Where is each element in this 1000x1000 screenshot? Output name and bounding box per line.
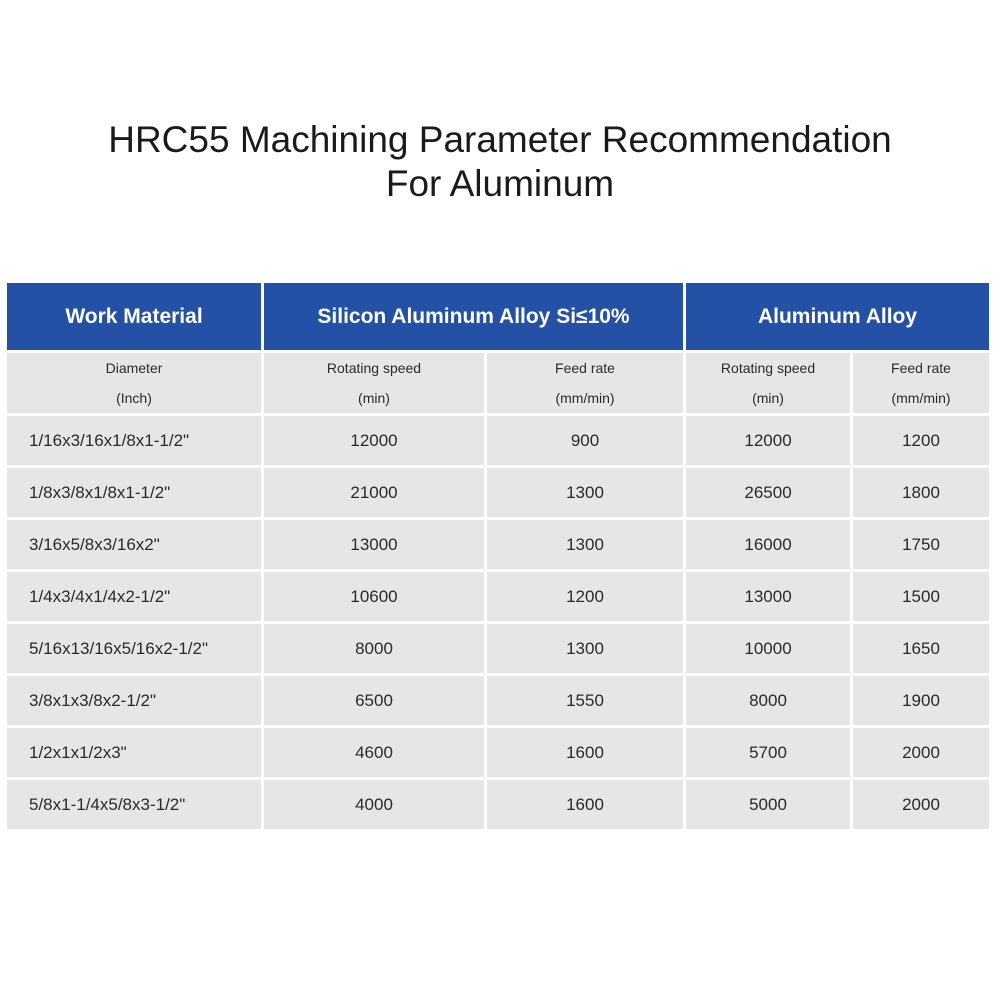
cell-diameter: 3/16x5/8x3/16x2": [7, 520, 261, 569]
cell-si-rotating-speed: 10600: [264, 572, 484, 621]
cell-al-rotating-speed: 8000: [686, 676, 850, 725]
cell-al-feed-rate: 1650: [853, 624, 989, 673]
sub-header-row: [7, 353, 989, 413]
cell-si-feed-rate: 900: [487, 416, 683, 465]
cell-diameter: 1/2x1x1/2x3": [7, 728, 261, 777]
cell-diameter: 1/16x3/16x1/8x1-1/2": [7, 416, 261, 465]
cell-al-rotating-speed: 26500: [686, 468, 850, 517]
cell-diameter: 5/16x13/16x5/16x2-1/2": [7, 624, 261, 673]
header-silicon-aluminum-alloy: Silicon Aluminum Alloy Si≤10%: [264, 283, 683, 350]
header-aluminum-alloy: Aluminum Alloy: [686, 283, 989, 350]
cell-al-rotating-speed: 13000: [686, 572, 850, 621]
cell-diameter: 1/4x3/4x1/4x2-1/2": [7, 572, 261, 621]
title-line-2: For Aluminum: [385, 163, 615, 204]
cell-si-rotating-speed: 21000: [264, 468, 484, 517]
cell-si-rotating-speed: 4600: [264, 728, 484, 777]
group-header-row: [7, 283, 989, 350]
cell-al-feed-rate: 1800: [853, 468, 989, 517]
table-row: [7, 676, 989, 725]
cell-si-feed-rate: 1300: [487, 624, 683, 673]
cell-si-feed-rate: 1600: [487, 780, 683, 829]
cell-si-rotating-speed: 4000: [264, 780, 484, 829]
cell-al-feed-rate: 2000: [853, 780, 989, 829]
cell-si-feed-rate: 1200: [487, 572, 683, 621]
cell-si-rotating-speed: 12000: [264, 416, 484, 465]
cell-si-rotating-speed: 13000: [264, 520, 484, 569]
cell-al-feed-rate: 1500: [853, 572, 989, 621]
parameter-table: [4, 280, 992, 832]
cell-si-feed-rate: 1300: [487, 520, 683, 569]
cell-al-feed-rate: 1200: [853, 416, 989, 465]
cell-al-rotating-speed: 5000: [686, 780, 850, 829]
table-body: [7, 416, 989, 829]
subheader-si-feed-rate: Feed rate (mm/min): [487, 353, 683, 413]
cell-al-feed-rate: 1900: [853, 676, 989, 725]
cell-si-feed-rate: 1600: [487, 728, 683, 777]
title-line-1: HRC55 Machining Parameter Recommendation: [108, 119, 892, 160]
table-row: [7, 780, 989, 829]
table-row: [7, 624, 989, 673]
table-row: [7, 520, 989, 569]
cell-al-rotating-speed: 5700: [686, 728, 850, 777]
subheader-si-rotating-speed: Rotating speed (min): [264, 353, 484, 413]
subheader-al-rotating-speed: Rotating speed (min): [686, 353, 850, 413]
cell-si-feed-rate: 1550: [487, 676, 683, 725]
cell-si-rotating-speed: 8000: [264, 624, 484, 673]
subheader-al-feed-rate: Feed rate (mm/min): [853, 353, 989, 413]
page-title: [0, 118, 1000, 206]
cell-al-rotating-speed: 12000: [686, 416, 850, 465]
table-row: [7, 728, 989, 777]
table-row: [7, 572, 989, 621]
table-row: [7, 416, 989, 465]
cell-diameter: 3/8x1x3/8x2-1/2": [7, 676, 261, 725]
subheader-diameter: Diameter (Inch): [7, 353, 261, 413]
cell-diameter: 5/8x1-1/4x5/8x3-1/2": [7, 780, 261, 829]
table-row: [7, 468, 989, 517]
cell-al-rotating-speed: 16000: [686, 520, 850, 569]
cell-si-feed-rate: 1300: [487, 468, 683, 517]
cell-diameter: 1/8x3/8x1/8x1-1/2": [7, 468, 261, 517]
header-work-material: Work Material: [7, 283, 261, 350]
cell-si-rotating-speed: 6500: [264, 676, 484, 725]
cell-al-feed-rate: 2000: [853, 728, 989, 777]
cell-al-feed-rate: 1750: [853, 520, 989, 569]
cell-al-rotating-speed: 10000: [686, 624, 850, 673]
